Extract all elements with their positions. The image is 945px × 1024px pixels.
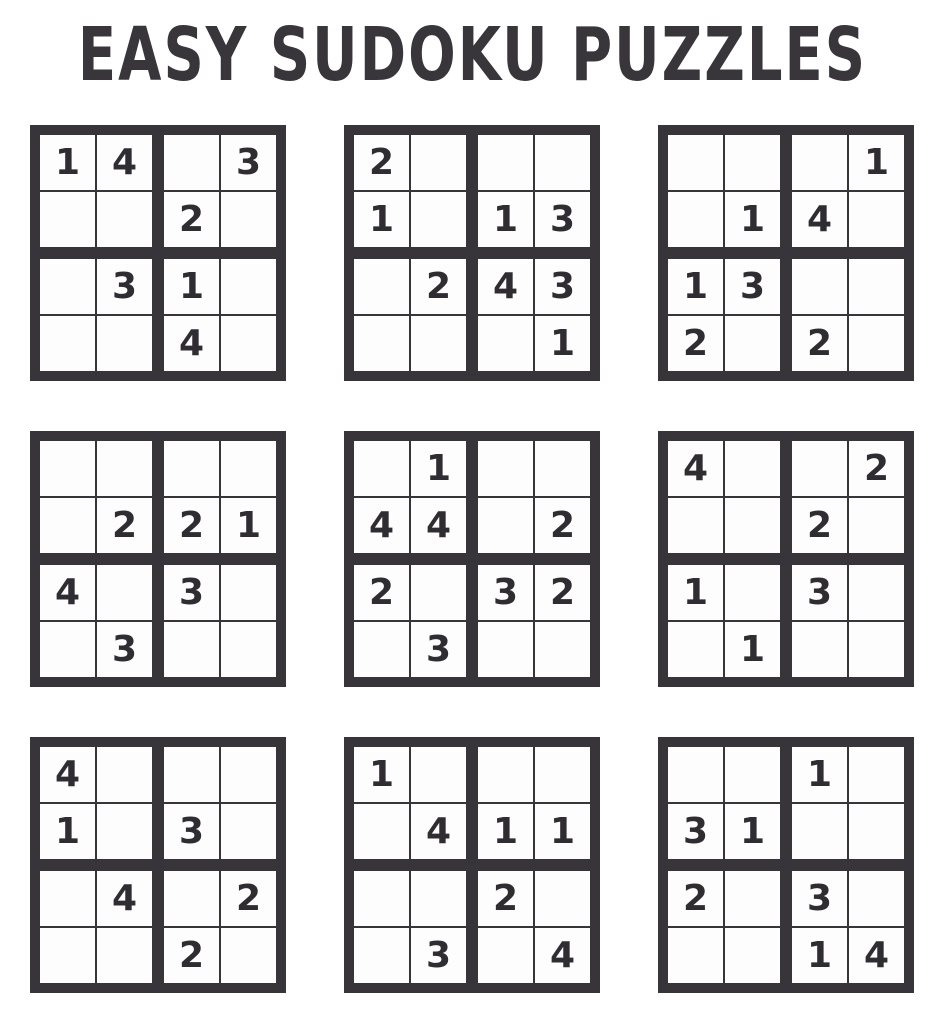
sudoku-cell <box>478 747 533 802</box>
sudoku-cell: 4 <box>354 498 409 553</box>
sudoku-block <box>478 441 590 553</box>
sudoku-cell: 2 <box>792 316 847 371</box>
sudoku-cell <box>725 316 780 371</box>
sudoku-cell <box>221 316 276 371</box>
sudoku-cell <box>164 871 219 926</box>
sudoku-cell <box>221 441 276 496</box>
sudoku-cell <box>849 316 904 371</box>
sudoku-cell <box>535 871 590 926</box>
sudoku-cell <box>725 498 780 553</box>
sudoku-block <box>40 747 152 859</box>
sudoku-cell <box>849 622 904 677</box>
sudoku-block <box>478 871 590 983</box>
sudoku-cell: 3 <box>725 259 780 314</box>
sudoku-board-5 <box>344 431 600 687</box>
sudoku-cell: 1 <box>354 747 409 802</box>
sudoku-cell: 2 <box>535 565 590 620</box>
sudoku-cell: 4 <box>668 441 723 496</box>
sudoku-cell: 2 <box>97 498 152 553</box>
sudoku-cell: 3 <box>97 622 152 677</box>
sudoku-cell <box>221 565 276 620</box>
sudoku-cell: 3 <box>411 928 466 983</box>
sudoku-cell <box>354 259 409 314</box>
sudoku-cell: 1 <box>478 804 533 859</box>
sudoku-board-7 <box>30 737 286 993</box>
sudoku-cell: 3 <box>164 565 219 620</box>
sudoku-cell <box>668 498 723 553</box>
sudoku-cell <box>478 498 533 553</box>
sudoku-cell: 3 <box>221 135 276 190</box>
sudoku-cell <box>164 747 219 802</box>
sudoku-cell <box>849 871 904 926</box>
sudoku-cell: 1 <box>354 192 409 247</box>
sudoku-board-9 <box>658 737 914 993</box>
sudoku-cell: 4 <box>535 928 590 983</box>
sudoku-block <box>478 259 590 371</box>
sudoku-cell <box>40 622 95 677</box>
sudoku-cell: 1 <box>535 316 590 371</box>
sudoku-cell <box>97 192 152 247</box>
sudoku-cell: 3 <box>411 622 466 677</box>
sudoku-block <box>792 135 904 247</box>
sudoku-board-6 <box>658 431 914 687</box>
sudoku-block <box>478 135 590 247</box>
sudoku-block <box>792 747 904 859</box>
sudoku-block <box>354 747 466 859</box>
sudoku-cell: 1 <box>668 565 723 620</box>
sudoku-block <box>164 259 276 371</box>
sudoku-cell: 1 <box>849 135 904 190</box>
sudoku-block <box>668 135 780 247</box>
sudoku-cell: 3 <box>668 804 723 859</box>
sudoku-cell: 2 <box>221 871 276 926</box>
sudoku-cell <box>668 928 723 983</box>
sudoku-cell <box>97 804 152 859</box>
sudoku-block <box>40 871 152 983</box>
sudoku-cell: 4 <box>792 192 847 247</box>
sudoku-board-3 <box>658 125 914 381</box>
sudoku-cell: 4 <box>164 316 219 371</box>
sudoku-cell <box>354 804 409 859</box>
sudoku-cell <box>478 622 533 677</box>
sudoku-cell <box>164 441 219 496</box>
sudoku-cell: 1 <box>411 441 466 496</box>
sudoku-board-1 <box>30 125 286 381</box>
sudoku-cell <box>164 622 219 677</box>
sudoku-cell: 4 <box>411 804 466 859</box>
sudoku-cell: 1 <box>792 747 847 802</box>
sudoku-cell <box>725 928 780 983</box>
sudoku-block <box>478 565 590 677</box>
sudoku-cell <box>792 622 847 677</box>
sudoku-cell <box>411 192 466 247</box>
sudoku-cell <box>411 871 466 926</box>
sudoku-block <box>478 747 590 859</box>
sudoku-cell <box>97 747 152 802</box>
sudoku-cell: 3 <box>164 804 219 859</box>
sudoku-cell: 2 <box>792 498 847 553</box>
sudoku-cell <box>40 259 95 314</box>
sudoku-cell <box>725 565 780 620</box>
sudoku-block <box>792 259 904 371</box>
sudoku-cell <box>97 565 152 620</box>
sudoku-cell <box>668 622 723 677</box>
sudoku-cell: 2 <box>354 135 409 190</box>
sudoku-block <box>164 871 276 983</box>
sudoku-cell: 1 <box>725 622 780 677</box>
sudoku-cell <box>411 747 466 802</box>
sudoku-cell <box>97 441 152 496</box>
sudoku-block <box>40 135 152 247</box>
sudoku-cell <box>792 259 847 314</box>
sudoku-block <box>668 747 780 859</box>
sudoku-block <box>164 747 276 859</box>
sudoku-cell: 1 <box>725 804 780 859</box>
sudoku-cell: 2 <box>411 259 466 314</box>
sudoku-cell <box>725 747 780 802</box>
sudoku-cell <box>478 441 533 496</box>
sudoku-cell: 3 <box>97 259 152 314</box>
sudoku-block <box>40 441 152 553</box>
sudoku-cell <box>40 441 95 496</box>
sudoku-cell <box>411 565 466 620</box>
sudoku-cell <box>40 498 95 553</box>
sudoku-cell: 2 <box>478 871 533 926</box>
sudoku-cell: 2 <box>164 192 219 247</box>
page-title: EASY SUDOKU PUZZLES <box>77 12 868 99</box>
sudoku-cell <box>849 804 904 859</box>
sudoku-cell: 2 <box>535 498 590 553</box>
sudoku-cell <box>354 871 409 926</box>
sudoku-cell <box>668 747 723 802</box>
sudoku-cell <box>221 928 276 983</box>
sudoku-cell: 1 <box>792 928 847 983</box>
sudoku-cell: 4 <box>478 259 533 314</box>
sudoku-cell: 3 <box>478 565 533 620</box>
sudoku-cell <box>535 441 590 496</box>
sudoku-cell <box>40 871 95 926</box>
sudoku-cell: 3 <box>535 259 590 314</box>
sudoku-cell <box>535 622 590 677</box>
sudoku-block <box>668 871 780 983</box>
sudoku-cell <box>40 316 95 371</box>
sudoku-block <box>792 871 904 983</box>
sudoku-board-4 <box>30 431 286 687</box>
sudoku-board-2 <box>344 125 600 381</box>
sudoku-cell: 3 <box>792 871 847 926</box>
sudoku-block <box>354 259 466 371</box>
sudoku-cell <box>97 316 152 371</box>
sudoku-board-8 <box>344 737 600 993</box>
sudoku-cell <box>849 192 904 247</box>
sudoku-cell <box>478 316 533 371</box>
sudoku-block <box>354 441 466 553</box>
sudoku-block <box>668 441 780 553</box>
sudoku-cell: 1 <box>221 498 276 553</box>
sudoku-block <box>354 871 466 983</box>
sudoku-cell <box>221 259 276 314</box>
sudoku-cell: 2 <box>164 928 219 983</box>
sudoku-cell <box>354 316 409 371</box>
sudoku-block <box>792 565 904 677</box>
sudoku-cell: 2 <box>849 441 904 496</box>
sudoku-cell <box>792 441 847 496</box>
sudoku-block <box>164 135 276 247</box>
sudoku-cell <box>849 747 904 802</box>
sudoku-block <box>40 565 152 677</box>
sudoku-cell: 1 <box>40 804 95 859</box>
sudoku-cell <box>354 441 409 496</box>
sudoku-cell: 1 <box>535 804 590 859</box>
sudoku-cell <box>849 259 904 314</box>
sudoku-cell: 2 <box>668 316 723 371</box>
sudoku-cell <box>97 928 152 983</box>
sudoku-cell: 2 <box>668 871 723 926</box>
sudoku-cell: 2 <box>164 498 219 553</box>
sudoku-cell <box>40 928 95 983</box>
sudoku-cell <box>354 622 409 677</box>
sudoku-cell: 3 <box>535 192 590 247</box>
sudoku-block <box>164 565 276 677</box>
sudoku-cell: 4 <box>40 747 95 802</box>
puzzles-grid <box>0 125 945 993</box>
sudoku-cell: 4 <box>411 498 466 553</box>
sudoku-cell <box>221 192 276 247</box>
sudoku-cell: 4 <box>40 565 95 620</box>
sudoku-cell: 1 <box>478 192 533 247</box>
sudoku-cell <box>725 871 780 926</box>
sudoku-cell <box>725 441 780 496</box>
sudoku-cell: 1 <box>668 259 723 314</box>
sudoku-block <box>354 565 466 677</box>
sudoku-block <box>164 441 276 553</box>
sudoku-cell: 4 <box>97 135 152 190</box>
sudoku-cell <box>792 804 847 859</box>
sudoku-cell <box>849 565 904 620</box>
sudoku-cell <box>535 747 590 802</box>
sudoku-block <box>792 441 904 553</box>
sudoku-cell: 4 <box>849 928 904 983</box>
sudoku-cell <box>40 192 95 247</box>
sudoku-cell: 3 <box>792 565 847 620</box>
sudoku-block <box>40 259 152 371</box>
sudoku-cell <box>221 804 276 859</box>
sudoku-cell: 1 <box>725 192 780 247</box>
sudoku-cell: 2 <box>354 565 409 620</box>
sudoku-cell <box>221 747 276 802</box>
sudoku-cell <box>478 928 533 983</box>
sudoku-cell: 1 <box>40 135 95 190</box>
sudoku-block <box>668 259 780 371</box>
sudoku-cell <box>668 192 723 247</box>
sudoku-cell <box>849 498 904 553</box>
sudoku-block <box>668 565 780 677</box>
sudoku-cell <box>354 928 409 983</box>
sudoku-cell <box>221 622 276 677</box>
sudoku-block <box>354 135 466 247</box>
sudoku-cell: 1 <box>164 259 219 314</box>
sudoku-cell: 4 <box>97 871 152 926</box>
sudoku-cell <box>411 316 466 371</box>
